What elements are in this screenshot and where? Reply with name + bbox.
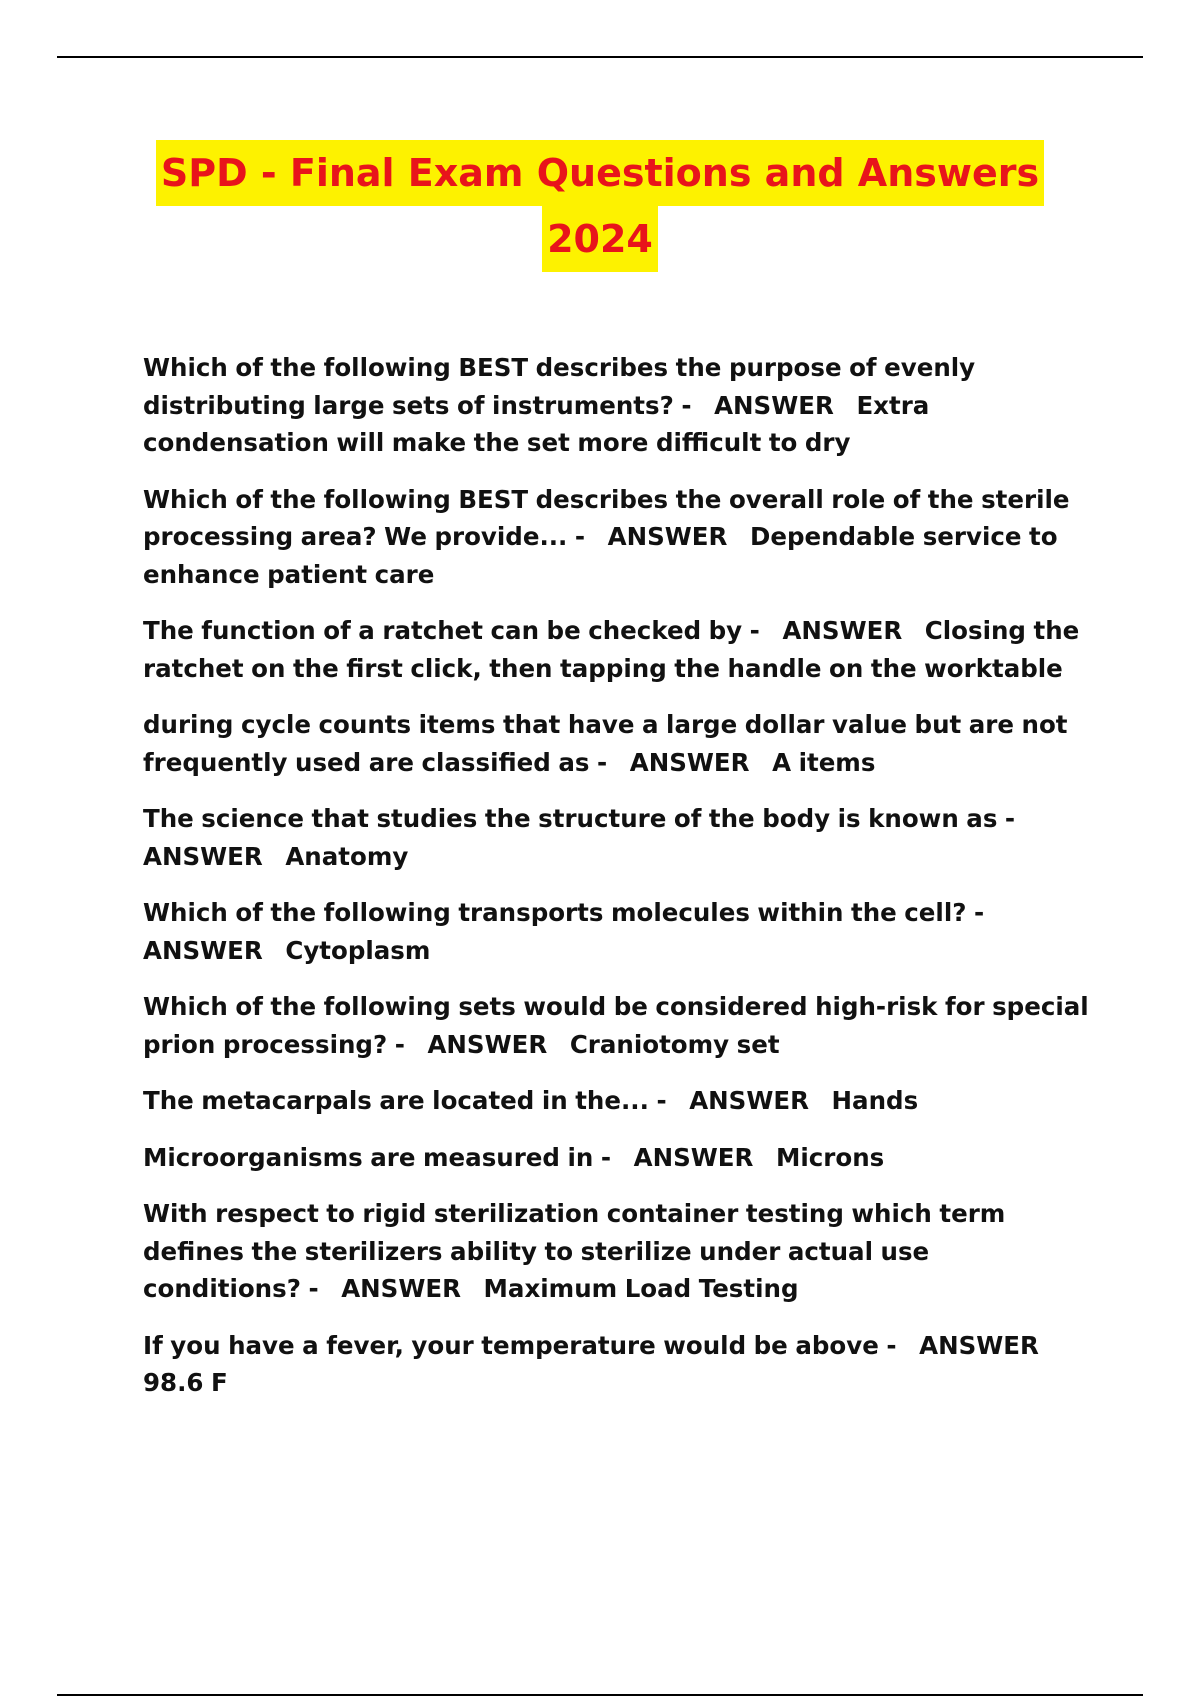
answer-text: Cytoplasm xyxy=(285,935,431,965)
answer-label: ANSWER xyxy=(607,522,728,551)
answer-text: Microns xyxy=(775,1142,885,1172)
answer-text: 98.6 F xyxy=(143,1368,228,1397)
document-title xyxy=(0,140,1200,272)
qa-item xyxy=(143,1139,1093,1177)
qa-list xyxy=(143,349,1097,1421)
qa-item xyxy=(143,612,1093,687)
question-text: Which of the following sets would be considered high-risk for special prion processing? - xyxy=(143,992,1097,1059)
answer-label: ANSWER xyxy=(714,390,834,420)
answer-text: Closing the ratchet on the first click, then tapping the handle on the worktable xyxy=(143,616,1087,683)
title-line-1: SPD - Final Exam Questions and Answers xyxy=(156,140,1044,206)
title-line-2: 2024 xyxy=(542,206,658,272)
answer-label: ANSWER xyxy=(427,1029,548,1059)
bottom-rule xyxy=(57,1694,1143,1696)
question-text: The function of a ratchet can be checked by - xyxy=(143,616,760,645)
qa-item xyxy=(143,706,1093,781)
answer-label: ANSWER xyxy=(689,1086,809,1115)
answer-text: Craniotomy set xyxy=(569,1029,780,1059)
question-text: during cycle counts items that have a large dollar value but are not frequently used are classified as - xyxy=(143,710,1076,777)
qa-item xyxy=(143,1327,1093,1402)
qa-item xyxy=(143,894,1093,969)
answer-text: Maximum Load Testing xyxy=(483,1274,799,1303)
answer-text: Anatomy xyxy=(285,841,409,871)
question-text: Microorganisms are measured in - xyxy=(143,1142,612,1172)
answer-text: Extra condensation will make the set more difficult to dry xyxy=(143,390,937,457)
qa-item xyxy=(143,988,1097,1063)
question-text: The metacarpals are located in the... - xyxy=(143,1086,667,1115)
qa-item xyxy=(143,1195,1093,1308)
answer-text: A items xyxy=(772,747,876,777)
answer-label: ANSWER xyxy=(629,747,750,777)
qa-item xyxy=(143,481,1093,594)
answer-text: Hands xyxy=(831,1086,919,1115)
answer-label: ANSWER xyxy=(143,935,263,965)
top-rule xyxy=(57,56,1143,58)
question-text: If you have a fever, your temperature would be above - xyxy=(143,1330,897,1360)
answer-text: Dependable service to enhance patient care xyxy=(143,522,1066,589)
question-text: Which of the following BEST describes the purpose of evenly distributing large sets of instruments? - xyxy=(143,353,983,420)
answer-label: ANSWER xyxy=(782,616,903,645)
qa-item xyxy=(143,349,1093,462)
question-text: Which of the following transports molecules within the cell? - xyxy=(143,898,985,927)
question-text: The science that studies the structure of the body is known as - xyxy=(143,804,1016,833)
qa-item xyxy=(143,1082,1093,1120)
answer-label: ANSWER xyxy=(143,841,263,871)
question-text: With respect to rigid sterilization container testing which term defines the sterilizers ability to sterilize under actual use conditions? - xyxy=(143,1199,1013,1303)
qa-item xyxy=(143,800,1093,875)
answer-label: ANSWER xyxy=(341,1274,461,1303)
question-text: Which of the following BEST describes the overall role of the sterile processing area? We provide... - xyxy=(143,484,1078,551)
answer-label: ANSWER xyxy=(633,1142,754,1172)
answer-label: ANSWER xyxy=(919,1330,1039,1360)
